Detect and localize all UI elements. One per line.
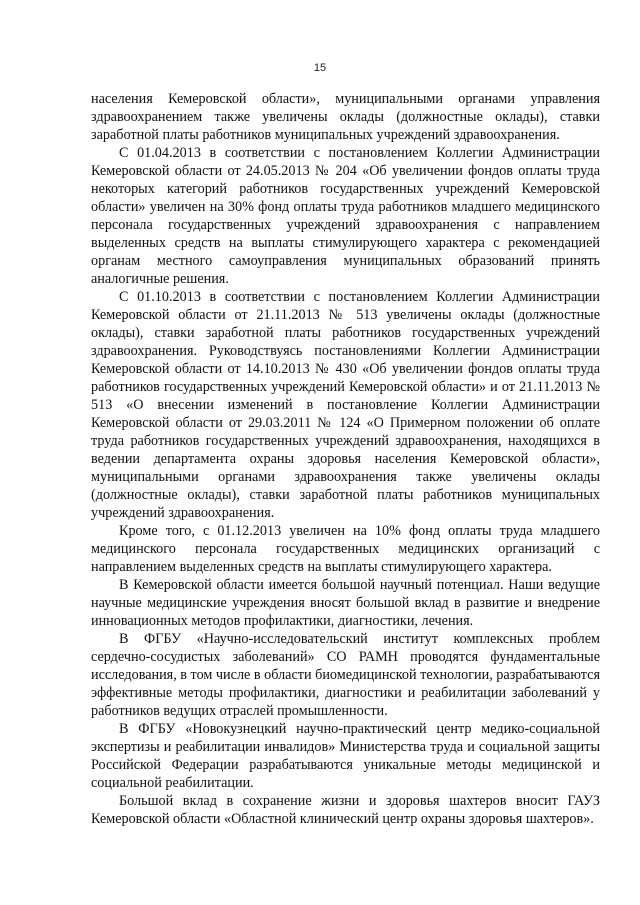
paragraph: Большой вклад в сохранение жизни и здоровья шахтеров вносит ГАУЗ Кемеровской области «Областной клинический центр охраны здоровья шахтеров». (91, 793, 600, 827)
paragraph: Кроме того, с 01.12.2013 увеличен на 10% фонд оплаты труда младшего медицинского персонала государственных медицинских организаций с направлением выделенных средств на выплаты стимулирующего характера. (91, 523, 600, 575)
paragraph: В Кемеровской области имеется большой научный потенциал. Наши ведущие научные медицинские учреждения вносят большой вклад в развитие и внедрение инновационных методов профилактики, диагностики, лечения. (91, 577, 600, 629)
paragraph: С 01.10.2013 в соответствии с постановлением Коллегии Администрации Кемеровской области от 21.11.2013 № 513 увеличены оклады (должностные оклады), ставки заработной платы работников государственных учреждений здравоохранения. Руководствуясь постановлениями Коллегии Администрации Кемеровской области от 14.10.2013 № 430 «Об увеличении фондов оплаты труда работников государственных учреждений Кемеровской области» и от 21.11.2013 № 513 «О внесении изменений в постановление Коллегии Администрации Кемеровской области от 29.03.2011 № 124 «О Примерном положении об оплате труда работников государственных учреждений здравоохранения, находящихся в ведении департамента охраны здоровья населения Кемеровской области», муниципальными органами здравоохранения также увеличены оклады (должностные оклады), ставки заработной платы работников муниципальных учреждений здравоохранения. (91, 289, 600, 521)
page-number: 15 (313, 62, 327, 74)
paragraph: В ФГБУ «Научно-исследовательский институт комплексных проблем сердечно-сосудистых заболеваний» СО РАМН проводятся фундаментальные исследования, в том числе в области биомедицинской технологии, разрабатываются эффективные методы профилактики, диагностики и реабилитации заболеваний у работников ведущих отраслей промышленности. (91, 631, 600, 719)
paragraph: С 01.04.2013 в соответствии с постановлением Коллегии Администрации Кемеровской области от 24.05.2013 № 204 «Об увеличении фондов оплаты труда некоторых категорий работников государственных учреждений Кемеровской области» увеличен на 30% фонд оплаты труда работников младшего медицинского персонала государственных учреждений здравоохранения с направлением выделенных средств на выплаты стимулирующего характера с рекомендацией органам местного самоуправления муниципальных образований принять аналогичные решения. (91, 145, 600, 287)
paragraph-continued: населения Кемеровской области», муниципальными органами управления здравоохранением также увеличены оклады (должностные оклады), ставки заработной платы работников муниципальных учреждений здравоохранения. (91, 91, 600, 143)
document-body (91, 90, 600, 828)
paragraph: В ФГБУ «Новокузнецкий научно-практический центр медико-социальной экспертизы и реабилитации инвалидов» Министерства труда и социальной защиты Российской Федерации разрабатываются уникальные методы медицинской и социальной реабилитации. (91, 721, 600, 791)
